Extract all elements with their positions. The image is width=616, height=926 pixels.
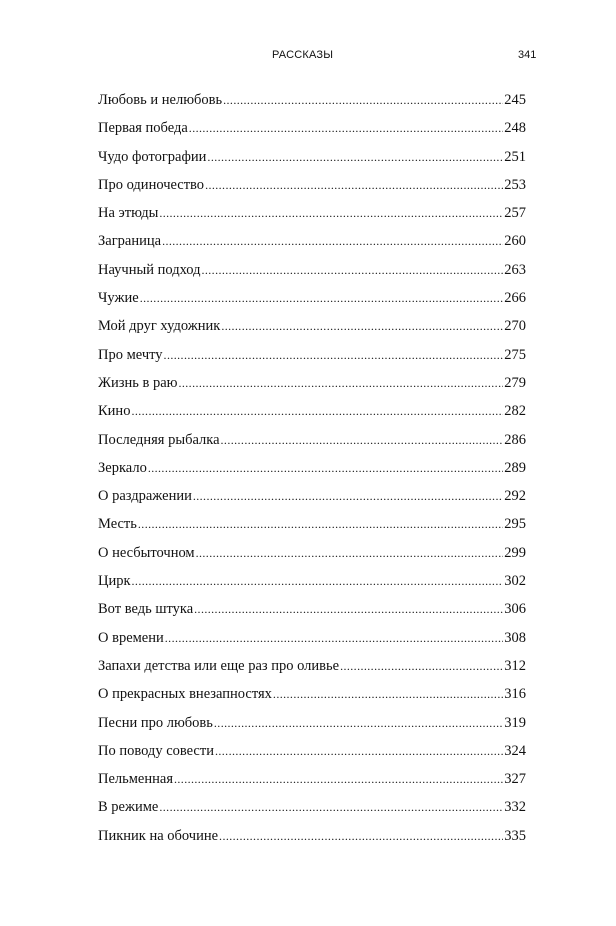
toc-entry-page: 292	[504, 488, 526, 505]
table-of-contents	[98, 89, 526, 853]
toc-entry-page: 327	[504, 771, 526, 788]
toc-entry	[98, 513, 526, 541]
toc-entry-page: 312	[504, 657, 526, 674]
toc-dot-leader	[132, 570, 504, 592]
toc-dot-leader	[138, 513, 503, 535]
toc-entry-page: 263	[504, 261, 526, 278]
toc-entry	[98, 712, 526, 740]
toc-entry-title: Жизнь в раю	[98, 374, 178, 391]
toc-entry-title: Последняя рыбалка	[98, 431, 220, 448]
toc-entry-page: 248	[504, 120, 526, 137]
toc-entry	[98, 344, 526, 372]
toc-entry-title: О несбыточном	[98, 544, 195, 561]
toc-entry-page: 308	[504, 629, 526, 646]
toc-entry-page: 253	[504, 176, 526, 193]
toc-entry	[98, 570, 526, 598]
toc-entry-title: Цирк	[98, 573, 131, 590]
toc-entry-title: О времени	[98, 629, 164, 646]
toc-entry	[98, 598, 526, 626]
toc-entry-title: На этюды	[98, 205, 159, 222]
toc-entry-page: 279	[504, 374, 526, 391]
toc-entry-title: Пельменная	[98, 771, 173, 788]
toc-entry-page: 266	[504, 290, 526, 307]
toc-entry-title: Любовь и нелюбовь	[98, 92, 223, 108]
toc-entry-title: Чудо фотографии	[98, 148, 207, 165]
toc-dot-leader	[189, 117, 503, 139]
toc-entry	[98, 740, 526, 768]
toc-entry-title: Песни про любовь	[98, 714, 213, 731]
toc-dot-leader	[159, 202, 503, 224]
toc-dot-leader	[148, 457, 503, 479]
toc-entry-page: 245	[504, 92, 526, 108]
toc-entry	[98, 315, 526, 343]
toc-entry-page: 289	[504, 459, 526, 476]
toc-entry	[98, 230, 526, 258]
toc-entry	[98, 429, 526, 457]
toc-entry-page: 286	[504, 431, 526, 448]
toc-entry-page: 335	[504, 827, 526, 844]
toc-dot-leader	[273, 683, 503, 705]
toc-entry	[98, 627, 526, 655]
toc-entry	[98, 259, 526, 287]
toc-entry-page: 270	[504, 318, 526, 335]
toc-entry-page: 324	[504, 742, 526, 759]
running-header	[0, 49, 616, 67]
toc-entry-title: О раздражении	[98, 488, 192, 505]
toc-entry-title: Заграница	[98, 233, 162, 250]
toc-dot-leader	[165, 627, 503, 649]
toc-entry-title: Вот ведь штука	[98, 601, 194, 618]
toc-entry-title: Про мечту	[98, 346, 163, 363]
toc-entry-title: О прекрасных внезапностях	[98, 686, 272, 703]
toc-entry-title: Чужие	[98, 290, 139, 307]
toc-entry-title: Первая победа	[98, 120, 188, 137]
toc-entry-title: Научный подход	[98, 261, 201, 278]
toc-entry-page: 251	[504, 148, 526, 165]
toc-dot-leader	[214, 712, 503, 734]
toc-entry	[98, 825, 526, 853]
toc-entry-title: Запахи детства или еще раз про оливье	[98, 657, 340, 674]
toc-entry	[98, 768, 526, 796]
toc-entry	[98, 400, 526, 428]
toc-entry-title: Зеркало	[98, 459, 147, 476]
toc-dot-leader	[207, 146, 503, 168]
toc-dot-leader	[221, 429, 504, 451]
toc-entry	[98, 89, 526, 117]
toc-entry	[98, 655, 526, 683]
toc-entry	[98, 174, 526, 202]
toc-dot-leader	[205, 174, 503, 196]
toc-dot-leader	[223, 89, 503, 111]
toc-entry	[98, 542, 526, 570]
toc-entry-title: Про одиночество	[98, 176, 205, 193]
toc-entry-page: 319	[504, 714, 526, 731]
toc-entry-page: 260	[504, 233, 526, 250]
toc-entry-title: Месть	[98, 516, 137, 533]
toc-entry-title: Пикник на обочине	[98, 827, 219, 844]
toc-dot-leader	[221, 315, 503, 337]
toc-entry-title: По поводу совести	[98, 742, 214, 759]
toc-dot-leader	[174, 768, 503, 790]
toc-entry	[98, 485, 526, 513]
toc-dot-leader	[201, 259, 503, 281]
toc-entry	[98, 146, 526, 174]
toc-dot-leader	[219, 825, 503, 847]
toc-dot-leader	[159, 796, 503, 818]
toc-entry-title: Мой друг художник	[98, 318, 221, 335]
toc-entry	[98, 117, 526, 145]
toc-dot-leader	[164, 344, 504, 366]
toc-entry-page: 302	[504, 573, 526, 590]
toc-entry-page: 282	[504, 403, 526, 420]
toc-dot-leader	[193, 485, 503, 507]
toc-dot-leader	[196, 542, 504, 564]
page-number: 341	[518, 49, 537, 61]
toc-entry	[98, 457, 526, 485]
toc-entry-page: 332	[504, 799, 526, 816]
toc-entry	[98, 372, 526, 400]
toc-entry-page: 299	[504, 544, 526, 561]
toc-entry-page: 295	[504, 516, 526, 533]
toc-entry	[98, 287, 526, 315]
toc-dot-leader	[178, 372, 503, 394]
toc-entry-page: 257	[504, 205, 526, 222]
toc-dot-leader	[215, 740, 503, 762]
toc-entry-page: 306	[504, 601, 526, 618]
toc-dot-leader	[162, 230, 503, 252]
toc-dot-leader	[140, 287, 504, 309]
toc-entry-page: 275	[504, 346, 526, 363]
toc-entry-title: В режиме	[98, 799, 159, 816]
toc-entry	[98, 683, 526, 711]
toc-dot-leader	[340, 655, 503, 677]
toc-entry-title: Кино	[98, 403, 131, 420]
toc-dot-leader	[194, 598, 503, 620]
toc-entry-page: 316	[504, 686, 526, 703]
running-header-title: РАССКАЗЫ	[272, 49, 334, 61]
toc-dot-leader	[131, 400, 503, 422]
toc-entry	[98, 796, 526, 824]
toc-entry	[98, 202, 526, 230]
